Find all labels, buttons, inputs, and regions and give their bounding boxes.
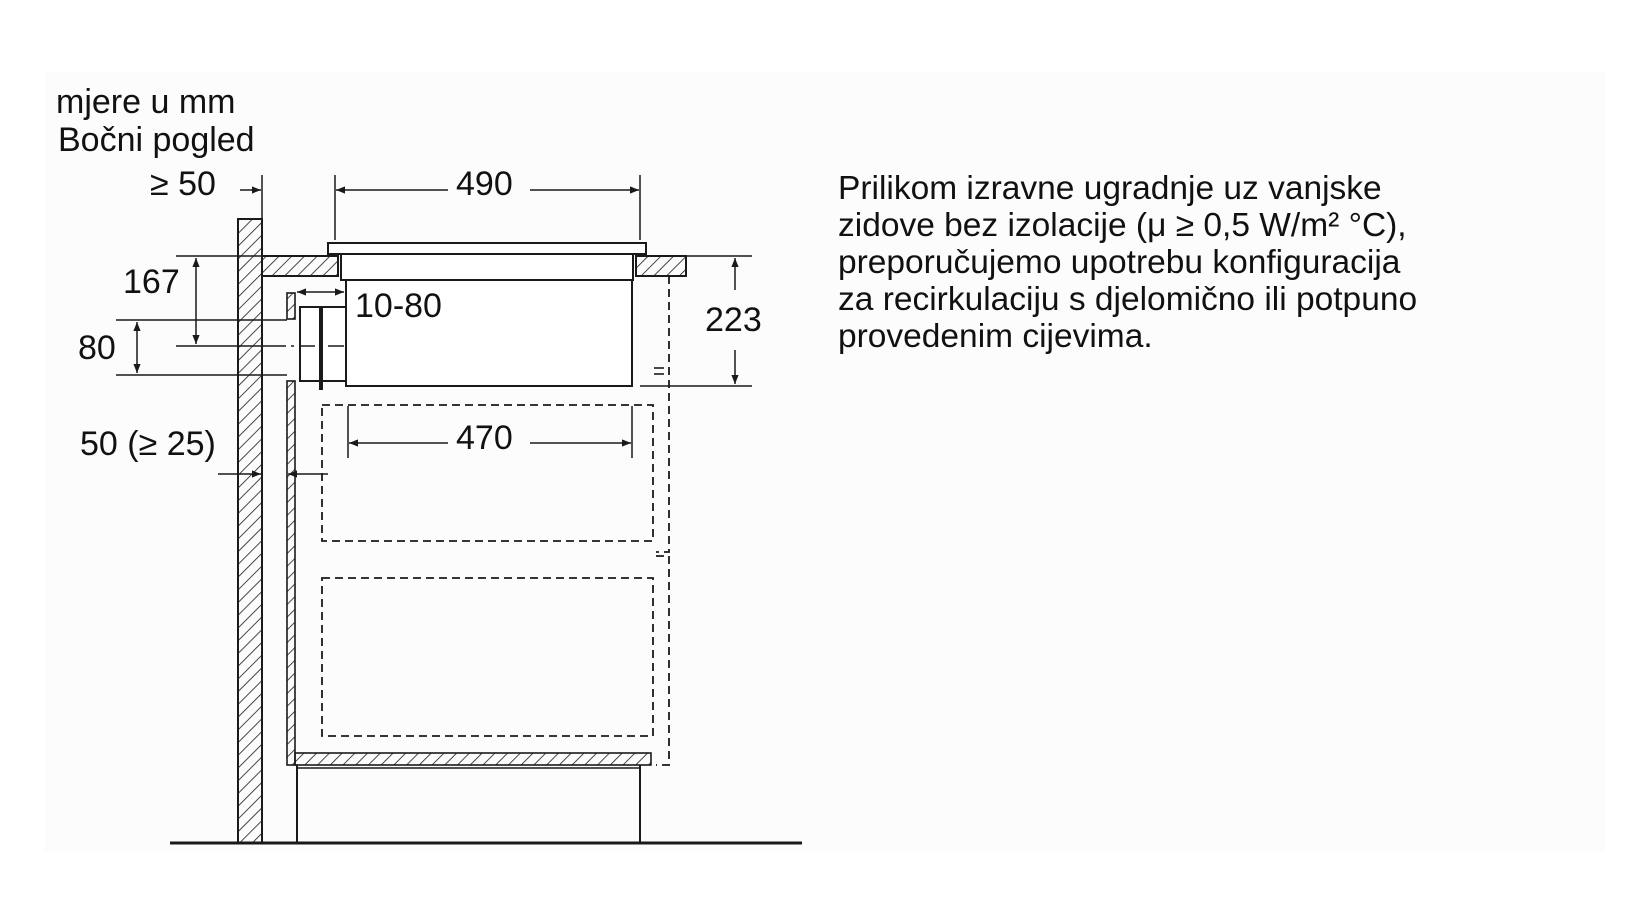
wall-gap-label: ≥ 50: [150, 165, 216, 203]
wall: [238, 219, 262, 843]
hob-glass: [328, 243, 646, 254]
note-line: zidove bez izolacije (μ ≥ 0,5 W/m² °C),: [838, 207, 1407, 244]
cabinet-bottom: [295, 753, 651, 765]
note-line: za recirkulaciju s djelomično ili potpuno: [838, 281, 1418, 318]
cabinet-front-dashed-lower: [656, 556, 669, 765]
cabinet-back-upper: [287, 293, 295, 319]
view-label: Bočni pogled: [58, 121, 255, 159]
hob-frame: [341, 254, 633, 280]
note-line: Prilikom izravne ugradnje uz vanjske: [838, 170, 1382, 207]
note-line: provedenim cijevima.: [838, 318, 1153, 355]
note-line: preporučujemo upotrebu konfiguracija: [838, 244, 1401, 281]
units-label: mjere u mm: [56, 83, 236, 121]
installation-note: [838, 170, 1618, 355]
height-80-label: 80: [78, 329, 116, 367]
width-490-label: 490: [456, 165, 513, 203]
width-470-label: 470: [456, 419, 513, 457]
cabinet-back-panel: [287, 381, 295, 765]
offset-10-80-label: 10-80: [355, 287, 442, 325]
cabinet-front-dashed: [656, 276, 669, 552]
worktop-left: [262, 256, 338, 276]
worktop-right: [636, 256, 686, 276]
rear-gap-label: 50 (≥ 25): [80, 425, 216, 463]
height-167-label: 167: [123, 263, 180, 301]
drawer-lower: [322, 578, 653, 736]
height-223-label: 223: [705, 301, 762, 339]
